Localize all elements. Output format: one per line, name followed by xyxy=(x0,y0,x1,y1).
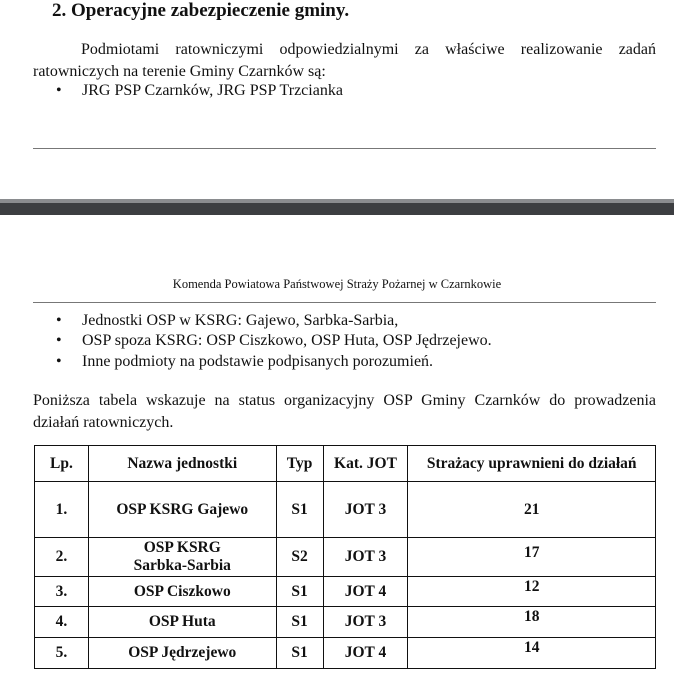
table-intro-paragraph: Poniższa tabela wskazuje na status organizacyjny OSP Gminy Czarnków do prowadzenia działań ratowniczych. xyxy=(33,392,656,431)
bullet-icon: • xyxy=(56,312,62,329)
bullet-item xyxy=(56,310,398,332)
table-cell: OSP Ciszkowo xyxy=(88,577,276,607)
footer-rule xyxy=(33,148,656,149)
table-cell: S1 xyxy=(276,638,323,669)
bullet-text: JRG PSP Czarnków, JRG PSP Trzcianka xyxy=(82,82,343,99)
table-cell: 4. xyxy=(35,607,89,638)
bullet-text: Inne podmioty na podstawie podpisanych porozumień. xyxy=(82,353,434,370)
table-cell: S1 xyxy=(276,577,323,607)
table-row xyxy=(35,577,656,607)
table-row xyxy=(35,638,656,669)
bullet-icon: • xyxy=(56,82,62,99)
table-cell: 18 xyxy=(408,607,656,638)
intro-text: Podmiotami ratowniczymi odpowiedzialnymi za właściwe realizowanie zadań ratowniczych na terenie Gminy Czarnków są: xyxy=(33,41,656,80)
bullet-icon: • xyxy=(56,332,62,349)
table-cell: JOT 4 xyxy=(323,577,408,607)
table-cell: 17 xyxy=(408,538,656,577)
section-heading: 2. Operacyjne zabezpieczenie gminy. xyxy=(52,0,350,21)
intro-paragraph xyxy=(33,39,656,83)
table-cell: S1 xyxy=(276,607,323,638)
table-cell: S1 xyxy=(276,482,323,538)
table-cell: 14 xyxy=(408,638,656,669)
table-cell: 2. xyxy=(35,538,89,577)
table-cell: OSP KSRG Gajewo xyxy=(88,482,276,538)
header-rule xyxy=(33,302,656,303)
table-cell: 12 xyxy=(408,577,656,607)
table-cell: JOT 4 xyxy=(323,638,408,669)
bullet-item xyxy=(56,80,343,102)
table-cell: JOT 3 xyxy=(323,538,408,577)
table-cell: 5. xyxy=(35,638,89,669)
table-header-row xyxy=(35,446,656,482)
bullet-text: Jednostki OSP w KSRG: Gajewo, Sarbka-Sarbia, xyxy=(82,312,399,329)
table-cell: OSP KSRG Sarbka-Sarbia xyxy=(88,538,276,577)
header-cell: Kat. JOT xyxy=(323,446,408,482)
bullet-item xyxy=(56,351,433,373)
page-separator xyxy=(0,203,674,215)
table-row xyxy=(35,482,656,538)
table-cell: OSP Jędrzejewo xyxy=(88,638,276,669)
table-cell: JOT 3 xyxy=(323,482,408,538)
table-row xyxy=(35,538,656,577)
bullet-icon: • xyxy=(56,353,62,370)
table-cell: S2 xyxy=(276,538,323,577)
header-cell: Nazwa jednostki xyxy=(88,446,276,482)
table-cell: 21 xyxy=(408,482,656,538)
table-cell: 3. xyxy=(35,577,89,607)
table-row xyxy=(35,607,656,638)
table-cell: OSP Huta xyxy=(88,607,276,638)
page-header: Komenda Powiatowa Państwowej Straży Pożarnej w Czarnkowie xyxy=(172,277,502,291)
table-cell: 1. xyxy=(35,482,89,538)
units-table xyxy=(34,445,656,669)
bullet-item xyxy=(56,330,492,352)
header-cell: Strażacy uprawnieni do działań xyxy=(408,446,656,482)
bullet-text: OSP spoza KSRG: OSP Ciszkowo, OSP Huta, OSP Jędrzejewo. xyxy=(82,332,492,349)
header-cell: Lp. xyxy=(35,446,89,482)
header-cell: Typ xyxy=(276,446,323,482)
table-cell: JOT 3 xyxy=(323,607,408,638)
